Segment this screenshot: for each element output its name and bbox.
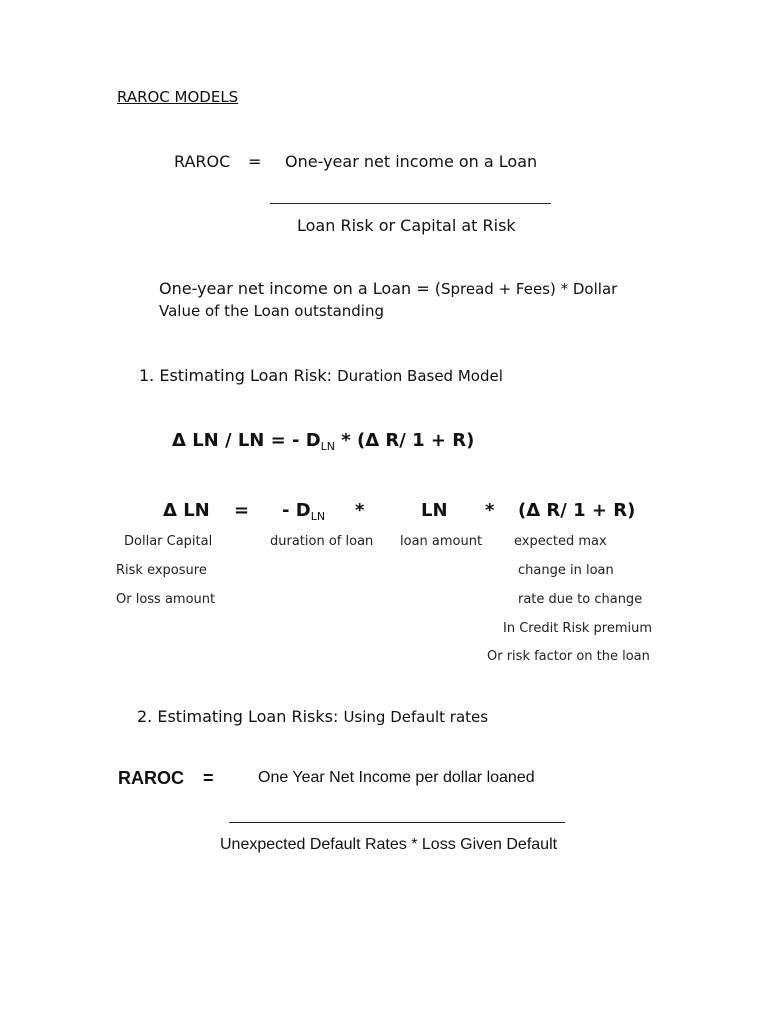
formula-2-star-2: * (485, 500, 495, 521)
section-2-heading (137, 707, 488, 726)
section-2-desc: Using Default rates (343, 708, 489, 726)
formula-1-left: Δ LN / LN = - D (172, 430, 321, 451)
formula-2-dr: (Δ R/ 1 + R) (518, 500, 636, 521)
label-loan-amount: loan amount (400, 534, 483, 549)
raroc2-equals: = (203, 768, 214, 788)
label-duration: duration of loan (270, 534, 374, 549)
income-eq: = ( (411, 279, 441, 298)
section-1-heading (139, 366, 503, 385)
income-definition-line1 (159, 279, 617, 298)
label-or-risk: Or risk factor on the loan (487, 649, 650, 664)
raroc2-numerator: One Year Net Income per dollar loaned (258, 769, 535, 786)
formula-1-subscript: LN (320, 440, 336, 453)
label-dollar-capital: Dollar Capital (124, 534, 213, 549)
fraction-bar-2 (229, 822, 565, 823)
income-term: One-year net income on a Loan (159, 279, 412, 298)
raroc2-denominator: Unexpected Default Rates * Loss Given Default (220, 836, 558, 853)
formula-2-ln: LN (421, 500, 448, 521)
raroc-numerator: One-year net income on a Loan (285, 152, 538, 171)
formula-2-subscript: LN (310, 510, 326, 523)
raroc-denominator: Loan Risk or Capital at Risk (297, 216, 516, 235)
label-change-in-loan: change in loan (518, 563, 614, 578)
fraction-bar (270, 203, 551, 204)
income-definition-line2: Value of the Loan outstanding (159, 302, 384, 320)
income-body-1: Spread + Fees) * Dollar (440, 280, 618, 298)
formula-1-right: * (Δ R/ 1 + R) (335, 430, 475, 451)
section-1-label: 1. Estimating Loan Risk: (139, 366, 333, 385)
formula-2-d (282, 500, 325, 521)
raroc-equals: = (248, 152, 262, 171)
formula-2-d-main: - D (282, 500, 311, 521)
formula-2-equals: = (234, 500, 250, 521)
label-rate-due: rate due to change (518, 592, 643, 607)
duration-formula-1 (172, 430, 474, 451)
raroc2-lhs: RAROC (118, 768, 184, 788)
raroc-lhs: RAROC (174, 152, 231, 171)
label-in-credit: In Credit Risk premium (503, 621, 652, 636)
label-or-loss: Or loss amount (116, 592, 216, 607)
section-2-label: 2. Estimating Loan Risks: (137, 707, 339, 726)
page-title: RAROC MODELS (117, 88, 239, 106)
section-1-desc: Duration Based Model (337, 367, 503, 385)
formula-2-dln: Δ LN (163, 500, 210, 521)
label-expected-max: expected max (514, 534, 607, 549)
formula-2-star-1: * (355, 500, 365, 521)
label-risk-exposure: Risk exposure (116, 563, 207, 578)
